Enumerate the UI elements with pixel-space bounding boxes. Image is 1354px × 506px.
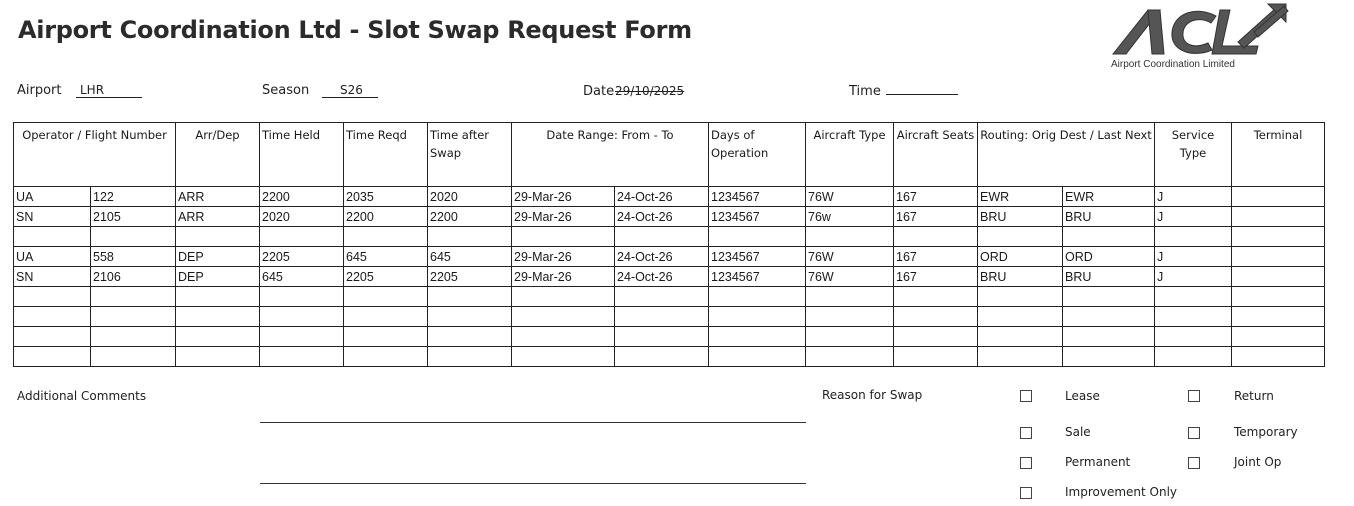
table-cell[interactable]: 2106 <box>91 267 176 287</box>
table-row <box>14 307 1325 327</box>
table-cell[interactable]: 1234567 <box>709 267 806 287</box>
table-cell[interactable] <box>894 347 978 367</box>
lease-checkbox[interactable] <box>1020 390 1032 402</box>
table-cell[interactable]: 167 <box>894 207 978 227</box>
table-row <box>14 327 1325 347</box>
table-cell[interactable] <box>1232 287 1325 307</box>
table-cell[interactable] <box>14 287 91 307</box>
table-cell[interactable]: SN <box>14 267 91 287</box>
table-cell[interactable] <box>260 287 344 307</box>
table-cell[interactable]: J <box>1155 187 1232 207</box>
table-row <box>14 187 1325 207</box>
table-cell[interactable] <box>176 347 260 367</box>
table-cell[interactable] <box>512 307 615 327</box>
table-cell[interactable]: BRU <box>978 207 1063 227</box>
table-cell[interactable] <box>512 287 615 307</box>
table-cell[interactable]: 645 <box>428 247 512 267</box>
table-cell[interactable] <box>806 327 894 347</box>
temporary-label: Temporary <box>1234 425 1298 439</box>
table-cell[interactable]: 645 <box>260 267 344 287</box>
table-cell[interactable] <box>1063 347 1155 367</box>
table-cell[interactable] <box>806 227 894 247</box>
table-cell[interactable]: 24-Oct-26 <box>615 207 709 227</box>
table-cell[interactable] <box>176 327 260 347</box>
table-cell[interactable]: J <box>1155 247 1232 267</box>
table-cell[interactable]: 2200 <box>260 187 344 207</box>
table-cell[interactable] <box>344 227 428 247</box>
header-time-reqd: Time Reqd <box>344 123 428 187</box>
table-cell[interactable] <box>894 287 978 307</box>
table-cell[interactable]: 29-Mar-26 <box>512 247 615 267</box>
table-cell[interactable]: 645 <box>344 247 428 267</box>
permanent-checkbox[interactable] <box>1020 457 1032 469</box>
table-cell[interactable] <box>91 287 176 307</box>
table-cell[interactable]: 29-Mar-26 <box>512 187 615 207</box>
table-cell[interactable] <box>91 307 176 327</box>
return-checkbox[interactable] <box>1188 390 1200 402</box>
comments-line-2[interactable] <box>260 483 806 484</box>
table-cell[interactable]: 76w <box>806 207 894 227</box>
table-cell[interactable] <box>176 307 260 327</box>
table-cell[interactable] <box>14 347 91 367</box>
table-cell[interactable]: 2105 <box>91 207 176 227</box>
date-value[interactable]: 29/10/2025 <box>615 84 685 98</box>
table-cell[interactable] <box>1232 267 1325 287</box>
form-title: Airport Coordination Ltd - Slot Swap Request Form <box>18 16 692 44</box>
table-cell[interactable]: 2200 <box>344 207 428 227</box>
date-label: Date <box>583 84 615 99</box>
season-value[interactable]: S26 <box>322 83 378 98</box>
table-cell[interactable] <box>428 307 512 327</box>
table-cell[interactable] <box>512 347 615 367</box>
table-cell[interactable] <box>176 287 260 307</box>
table-cell[interactable] <box>1063 307 1155 327</box>
table-cell[interactable]: ORD <box>978 247 1063 267</box>
sale-checkbox[interactable] <box>1020 427 1032 439</box>
table-cell[interactable] <box>1232 247 1325 267</box>
table-cell[interactable]: 2020 <box>428 187 512 207</box>
table-cell[interactable] <box>806 347 894 367</box>
table-cell[interactable] <box>91 227 176 247</box>
table-cell[interactable]: 1234567 <box>709 247 806 267</box>
table-cell[interactable]: 167 <box>894 267 978 287</box>
table-cell[interactable] <box>1155 327 1232 347</box>
table-cell[interactable] <box>14 227 91 247</box>
header-operator-flight: Operator / Flight Number <box>14 123 176 187</box>
temporary-checkbox[interactable] <box>1188 427 1200 439</box>
table-cell[interactable]: 1234567 <box>709 207 806 227</box>
permanent-label: Permanent <box>1065 455 1131 469</box>
header-date-range: Date Range: From - To <box>512 123 709 187</box>
table-cell[interactable] <box>709 347 806 367</box>
table-cell[interactable]: UA <box>14 247 91 267</box>
table-cell[interactable]: 167 <box>894 187 978 207</box>
table-cell[interactable] <box>978 227 1063 247</box>
table-cell[interactable] <box>428 347 512 367</box>
table-cell[interactable] <box>1155 227 1232 247</box>
table-cell[interactable] <box>176 227 260 247</box>
table-cell[interactable]: 29-Mar-26 <box>512 267 615 287</box>
table-cell[interactable]: 2205 <box>344 267 428 287</box>
header-service-type: Service Type <box>1155 123 1232 187</box>
table-cell[interactable]: 2205 <box>428 267 512 287</box>
table-cell[interactable] <box>260 347 344 367</box>
time-value[interactable] <box>886 84 958 95</box>
table-cell[interactable] <box>978 287 1063 307</box>
table-cell[interactable] <box>978 347 1063 367</box>
season-label: Season <box>262 83 310 98</box>
header-terminal: Terminal <box>1232 123 1325 187</box>
table-cell[interactable] <box>1155 347 1232 367</box>
table-cell[interactable]: 122 <box>91 187 176 207</box>
table-cell[interactable] <box>709 307 806 327</box>
logo-caption: Airport Coordination Limited <box>1111 59 1235 70</box>
table-row <box>14 207 1325 227</box>
table-cell[interactable] <box>260 227 344 247</box>
table-cell[interactable]: 24-Oct-26 <box>615 247 709 267</box>
table-cell[interactable] <box>978 307 1063 327</box>
table-cell[interactable] <box>709 287 806 307</box>
table-cell[interactable]: 24-Oct-26 <box>615 187 709 207</box>
table-cell[interactable] <box>91 327 176 347</box>
table-cell[interactable] <box>709 227 806 247</box>
lease-label: Lease <box>1065 389 1100 403</box>
table-cell[interactable] <box>1232 327 1325 347</box>
return-label: Return <box>1234 389 1274 403</box>
table-cell[interactable] <box>428 287 512 307</box>
table-cell[interactable] <box>709 327 806 347</box>
table-cell[interactable] <box>1232 187 1325 207</box>
table-cell[interactable]: BRU <box>1063 207 1155 227</box>
table-cell[interactable] <box>806 307 894 327</box>
table-cell[interactable]: 167 <box>894 247 978 267</box>
improvement-only-checkbox[interactable] <box>1020 487 1032 499</box>
table-cell[interactable] <box>91 347 176 367</box>
table-cell[interactable] <box>615 347 709 367</box>
table-row <box>14 287 1325 307</box>
improvement-only-label: Improvement Only <box>1065 485 1178 499</box>
sale-label: Sale <box>1065 425 1091 439</box>
table-cell[interactable] <box>1063 227 1155 247</box>
header-aircraft-type: Aircraft Type <box>806 123 894 187</box>
table-cell[interactable] <box>14 327 91 347</box>
table-cell[interactable] <box>512 227 615 247</box>
header-aircraft-seats: Aircraft Seats <box>894 123 978 187</box>
table-cell[interactable] <box>894 327 978 347</box>
header-time-held: Time Held <box>260 123 344 187</box>
table-row <box>14 347 1325 367</box>
table-cell[interactable]: DEP <box>176 267 260 287</box>
table-cell[interactable] <box>1063 287 1155 307</box>
table-cell[interactable] <box>1063 327 1155 347</box>
table-cell[interactable]: BRU <box>1063 267 1155 287</box>
table-cell[interactable]: 1234567 <box>709 187 806 207</box>
airport-value[interactable]: LHR <box>76 83 142 98</box>
table-cell[interactable] <box>14 307 91 327</box>
header-days-of-operation: Days of Operation <box>709 123 806 187</box>
table-cell[interactable]: EWR <box>978 187 1063 207</box>
table-cell[interactable]: J <box>1155 267 1232 287</box>
table-cell[interactable]: 29-Mar-26 <box>512 207 615 227</box>
table-cell[interactable]: ARR <box>176 207 260 227</box>
joint-op-label: Joint Op <box>1234 455 1282 469</box>
table-cell[interactable] <box>344 327 428 347</box>
table-cell[interactable]: 76W <box>806 267 894 287</box>
additional-comments-label: Additional Comments <box>17 389 147 403</box>
reason-for-swap-label: Reason for Swap <box>822 388 923 402</box>
header-time-after-swap: Time after Swap <box>428 123 512 187</box>
table-cell[interactable] <box>1232 347 1325 367</box>
table-row <box>14 267 1325 287</box>
table-row <box>14 247 1325 267</box>
airport-label: Airport <box>17 83 62 98</box>
table-cell[interactable] <box>806 287 894 307</box>
table-cell[interactable] <box>615 307 709 327</box>
table-cell[interactable] <box>344 347 428 367</box>
table-cell[interactable] <box>615 227 709 247</box>
table-cell[interactable] <box>260 327 344 347</box>
table-cell[interactable] <box>894 307 978 327</box>
table-cell[interactable]: EWR <box>1063 187 1155 207</box>
table-cell[interactable]: UA <box>14 187 91 207</box>
table-cell[interactable]: 2035 <box>344 187 428 207</box>
table-cell[interactable] <box>615 327 709 347</box>
table-cell[interactable] <box>260 307 344 327</box>
table-cell[interactable] <box>344 287 428 307</box>
table-cell[interactable] <box>978 327 1063 347</box>
joint-op-checkbox[interactable] <box>1188 457 1200 469</box>
comments-line-1[interactable] <box>260 422 806 423</box>
table-cell[interactable]: 2200 <box>428 207 512 227</box>
table-cell[interactable] <box>1155 307 1232 327</box>
table-cell[interactable] <box>894 227 978 247</box>
table-cell[interactable]: 558 <box>91 247 176 267</box>
table-cell[interactable] <box>1232 307 1325 327</box>
table-header-row <box>14 123 1325 187</box>
table-cell[interactable] <box>428 327 512 347</box>
table-cell[interactable]: ORD <box>1063 247 1155 267</box>
table-cell[interactable] <box>1232 207 1325 227</box>
table-row <box>14 227 1325 247</box>
table-cell[interactable] <box>1155 287 1232 307</box>
table-cell[interactable]: BRU <box>978 267 1063 287</box>
table-cell[interactable]: DEP <box>176 247 260 267</box>
table-cell[interactable]: SN <box>14 207 91 227</box>
table-cell[interactable]: 76W <box>806 247 894 267</box>
header-routing: Routing: Orig Dest / Last Next <box>978 123 1155 187</box>
table-cell[interactable]: 24-Oct-26 <box>615 267 709 287</box>
table-cell[interactable] <box>428 227 512 247</box>
table-cell[interactable]: 2020 <box>260 207 344 227</box>
table-cell[interactable] <box>615 287 709 307</box>
table-cell[interactable]: ARR <box>176 187 260 207</box>
time-label: Time <box>849 84 881 99</box>
table-cell[interactable] <box>1232 227 1325 247</box>
table-cell[interactable]: 2205 <box>260 247 344 267</box>
table-cell[interactable] <box>512 327 615 347</box>
header-arr-dep: Arr/Dep <box>176 123 260 187</box>
table-cell[interactable]: J <box>1155 207 1232 227</box>
table-cell[interactable]: 76W <box>806 187 894 207</box>
table-cell[interactable] <box>344 307 428 327</box>
slot-swap-table <box>13 122 1325 367</box>
